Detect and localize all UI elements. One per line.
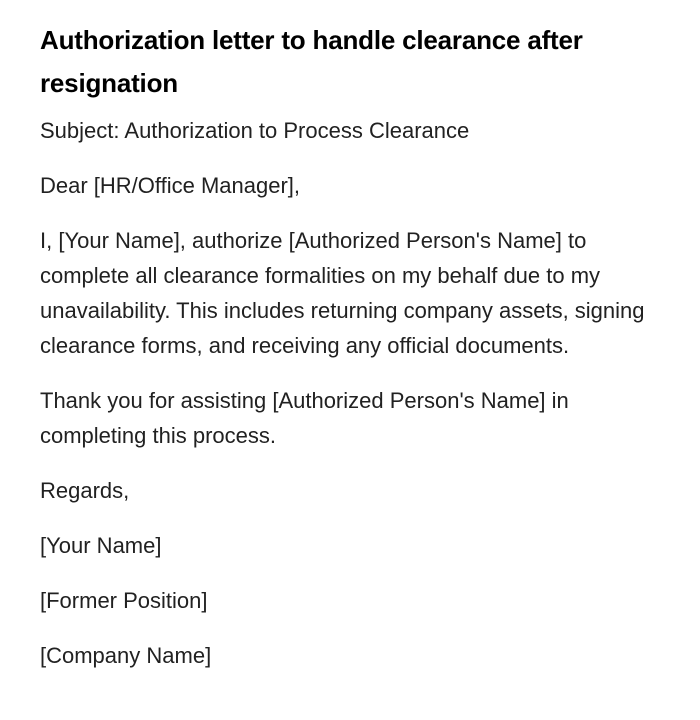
body-paragraph: I, [Your Name], authorize [Authorized Person's Name] to complete all clearance formalities on my behalf due to my unavailability. This includes returning company assets, signing clearance forms, and receiving any official documents. xyxy=(40,228,645,358)
subject-line: Subject: Authorization to Process Clearance xyxy=(40,118,470,143)
closing-paragraph: Thank you for assisting [Authorized Person's Name] in completing this process. xyxy=(40,388,569,448)
signature-company: [Company Name] xyxy=(40,643,212,668)
signature-position: [Former Position] xyxy=(40,588,208,613)
signature-name: [Your Name] xyxy=(40,533,162,558)
page-title: Authorization letter to handle clearance after resignation xyxy=(40,25,583,98)
salutation: Dear [HR/Office Manager], xyxy=(40,173,301,198)
signoff: Regards, xyxy=(40,478,130,503)
